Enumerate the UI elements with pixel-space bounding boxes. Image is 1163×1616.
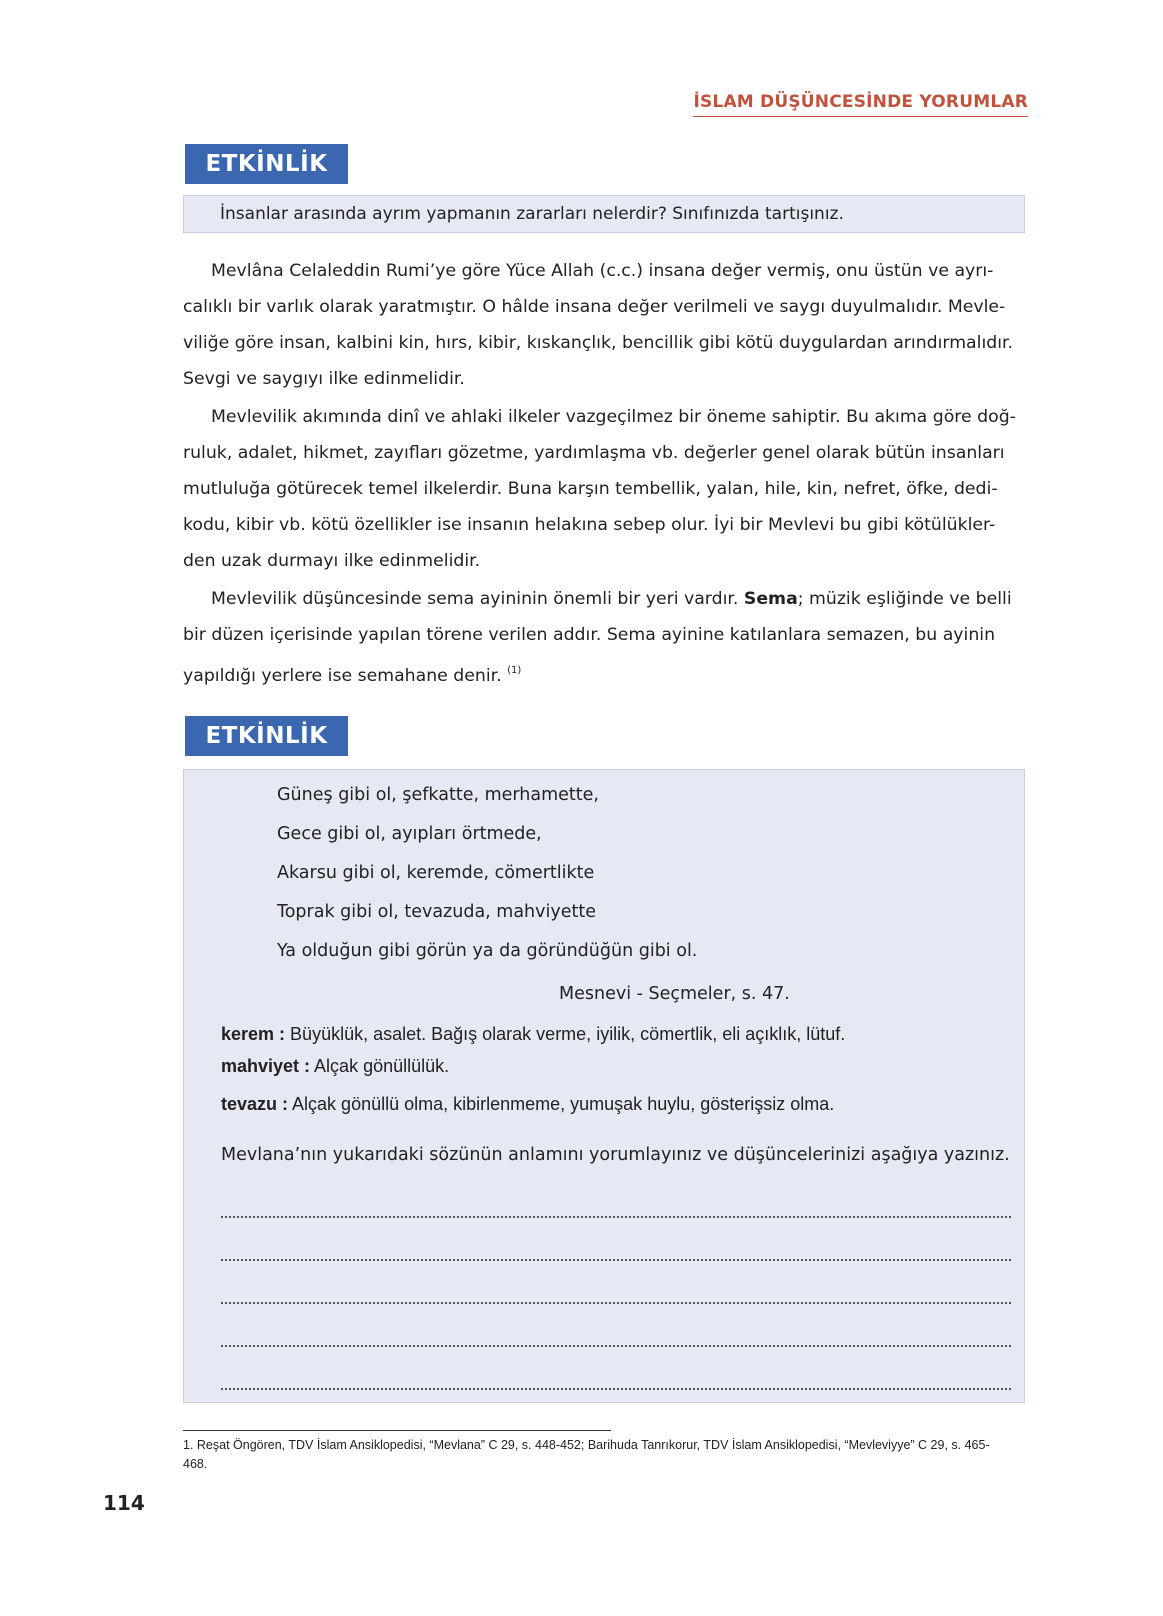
activity-question: İnsanlar arasında ayrım yapmanın zararları nelerdir? Sınıfınızda tartışınız. xyxy=(183,195,1025,233)
glossary-term: kerem : xyxy=(221,1024,286,1044)
footnote: 1. Reşat Öngören, TDV İslam Ansiklopedisi, “Mevlana” C 29, s. 448-452; Barihuda Tanrıkorur, TDV İslam Ansiklopedisi, “Mevleviyye” C 29, s. 465-468. xyxy=(183,1438,990,1471)
footnote-rule xyxy=(183,1430,611,1431)
activity-instruction: Mevlana’nın yukarıdaki sözünün anlamını yorumlayınız ve düşüncelerinizi aşağıya yazınız. xyxy=(221,1145,1010,1165)
paragraph-3 xyxy=(183,581,1025,694)
poem-source: Mesnevi - Seçmeler, s. 47. xyxy=(559,984,790,1004)
footnote-ref: (1) xyxy=(507,665,522,676)
answer-line[interactable] xyxy=(221,1259,1011,1261)
poem-line: Akarsu gibi ol, keremde, cömertlikte xyxy=(277,863,595,883)
activity-label-2: ETKİNLİK xyxy=(185,716,348,756)
page-number: 114 xyxy=(103,1491,145,1515)
paragraph-3-text-cont: ; müzik eşliğinde ve belli bir düzen içerisinde yapılan törene verilen addır. Sema ayinine katılanlara semazen, bu ayinin yapıldığı yerlere ise semahane denir. xyxy=(183,589,1012,686)
poem-line: Güneş gibi ol, şefkatte, merhamette, xyxy=(277,785,599,805)
answer-line[interactable] xyxy=(221,1345,1011,1347)
answer-line[interactable] xyxy=(221,1302,1011,1304)
body-text xyxy=(183,253,1025,696)
poem xyxy=(277,776,697,971)
poem-line: Toprak gibi ol, tevazuda, mahviyette xyxy=(277,902,596,922)
glossary-definition: Alçak gönüllülük. xyxy=(310,1056,450,1076)
glossary-item xyxy=(221,1024,845,1045)
glossary-item xyxy=(221,1094,834,1115)
activity-box xyxy=(183,769,1025,1403)
activity-label: ETKİNLİK xyxy=(185,144,348,184)
answer-line[interactable] xyxy=(221,1388,1011,1390)
poem-line: Gece gibi ol, ayıpları örtmede, xyxy=(277,824,542,844)
glossary-term: mahviyet : xyxy=(221,1056,311,1076)
paragraph-3-text: Mevlevilik düşüncesinde sema ayininin önemli bir yeri vardır. xyxy=(211,589,744,609)
glossary-definition: Alçak gönüllü olma, kibirlenmeme, yumuşak huylu, gösterişsiz olma. xyxy=(288,1094,835,1114)
paragraph-2: Mevlevilik akımında dinî ve ahlaki ilkeler vazgeçilmez bir öneme sahiptir. Bu akıma göre doğ- ruluk, adalet, hikmet, zayıfları gözetme, yardımlaşma vb. değerler genel olarak bütün insanları mutluluğa götürecek temel ilkelerdir. Buna karşın tembellik, yalan, hile, kin, nefret, öfke, dedi- kodu, kibir vb. kötü özellikler ise insanın helakına sebep olur. İyi bir Mevlevi bu gibi kötülükler- den uzak durmayı ilke edinmelidir. xyxy=(183,407,1016,571)
paragraph-1: Mevlâna Celaleddin Rumi’ye göre Yüce Allah (c.c.) insana değer vermiş, onu üstün ve ayrı- calıklı bir varlık olarak yaratmıştır. O hâlde insana değer verilmeli ve saygı duyulmalıdır. Mevle- viliğe göre insan, kalbini kin, hırs, kibir, kıskançlık, bencillik gibi kötü duygulardan arındırmalıdır. Sevgi ve saygıyı ilke edinmelidir. xyxy=(183,261,1014,389)
glossary-item xyxy=(221,1056,449,1077)
glossary-definition: Büyüklük, asalet. Bağış olarak verme, iyilik, cömertlik, eli açıklık, lütuf. xyxy=(285,1024,846,1044)
glossary-term: tevazu : xyxy=(221,1094,289,1114)
answer-line[interactable] xyxy=(221,1216,1011,1218)
term-sema: Sema xyxy=(743,589,798,609)
section-header: İSLAM DÜŞÜNCESİNDE YORUMLAR xyxy=(693,92,1028,117)
poem-line: Ya olduğun gibi görün ya da göründüğün gibi ol. xyxy=(277,941,698,961)
